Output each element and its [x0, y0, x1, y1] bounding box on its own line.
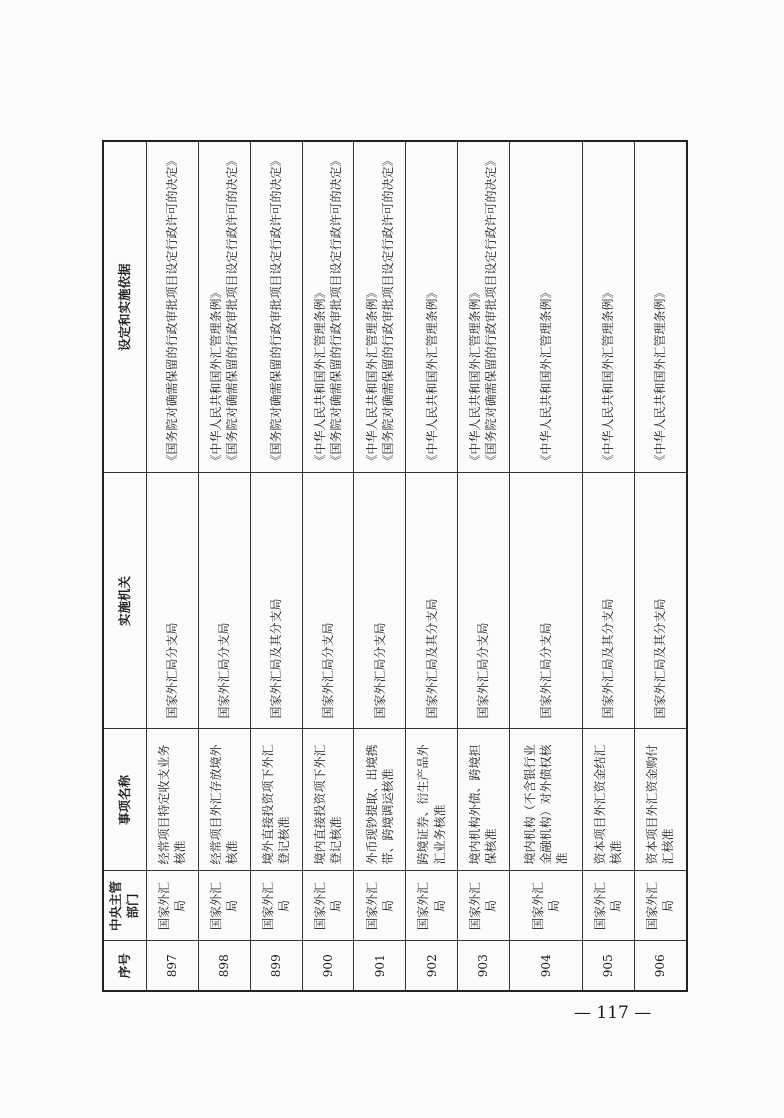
- cell-basis: [458, 141, 510, 473]
- cell-item-name: 资本项目外汇资金购付汇核准: [634, 729, 687, 871]
- header-basis: 设定和实施依据: [103, 141, 147, 473]
- cell-department: 国家外汇局: [509, 871, 582, 941]
- cell-basis: [354, 141, 406, 473]
- cell-number: 902: [406, 941, 458, 991]
- basis-reference: 《国务院对确需保留的行政审批项目设定行政许可的决定》: [269, 154, 284, 467]
- cell-basis: [583, 141, 635, 473]
- cell-basis: [198, 141, 250, 473]
- table-row: [458, 141, 510, 991]
- page-number: — 117 —: [574, 1003, 652, 1023]
- permit-catalog-table: [102, 140, 688, 992]
- cell-item-name: 境内机构（不含银行业金融机构）对外债权核准: [509, 729, 582, 871]
- basis-reference: 《国务院对确需保留的行政审批项目设定行政许可的决定》: [225, 154, 240, 467]
- cell-department: 国家外汇局: [198, 871, 250, 941]
- cell-implementing-body: 国家外汇局及其分支局: [634, 473, 687, 729]
- basis-reference: 《中华人民共和国外汇管理条例》: [468, 286, 483, 467]
- cell-item-name: 经常项目特定收支业务核准: [147, 729, 199, 871]
- basis-reference: 《国务院对确需保留的行政审批项目设定行政许可的决定》: [165, 154, 180, 467]
- header-implementing-body: 实施机关: [103, 473, 147, 729]
- cell-implementing-body: 国家外汇局及其分支局: [583, 473, 635, 729]
- basis-reference: 《中华人民共和国外汇管理条例》: [209, 286, 224, 467]
- cell-item-name: 外币现钞提取、出境携带、跨境调运核准: [354, 729, 406, 871]
- cell-implementing-body: 国家外汇局分支局: [458, 473, 510, 729]
- basis-reference: 《中华人民共和国外汇管理条例》: [424, 286, 439, 467]
- table-row: [302, 141, 354, 991]
- table-row: [406, 141, 458, 991]
- cell-basis: [250, 141, 302, 473]
- cell-department: 国家外汇局: [458, 871, 510, 941]
- basis-reference: 《中华人民共和国外汇管理条例》: [364, 286, 379, 467]
- cell-number: 897: [147, 941, 199, 991]
- basis-reference: 《国务院对确需保留的行政审批项目设定行政许可的决定》: [484, 154, 499, 467]
- basis-reference: 《中华人民共和国外汇管理条例》: [538, 286, 553, 467]
- cell-number: 905: [583, 941, 635, 991]
- table-body: [147, 141, 688, 991]
- cell-department: 国家外汇局: [583, 871, 635, 941]
- cell-implementing-body: 国家外汇局分支局: [354, 473, 406, 729]
- table-row: [250, 141, 302, 991]
- cell-department: 国家外汇局: [634, 871, 687, 941]
- cell-implementing-body: 国家外汇局及其分支局: [406, 473, 458, 729]
- cell-item-name: 资本项目外汇资金结汇核准: [583, 729, 635, 871]
- basis-reference: 《中华人民共和国外汇管理条例》: [653, 286, 668, 467]
- cell-number: 903: [458, 941, 510, 991]
- table-row: [354, 141, 406, 991]
- cell-item-name: 经常项目外汇存放境外核准: [198, 729, 250, 871]
- cell-department: 国家外汇局: [147, 871, 199, 941]
- table-row: [583, 141, 635, 991]
- cell-implementing-body: 国家外汇局及其分支局: [250, 473, 302, 729]
- cell-department: 国家外汇局: [354, 871, 406, 941]
- basis-reference: 《中华人民共和国外汇管理条例》: [601, 286, 616, 467]
- cell-number: 904: [509, 941, 582, 991]
- table-row: [634, 141, 687, 991]
- cell-item-name: 境外直接投资项下外汇登记核准: [250, 729, 302, 871]
- cell-implementing-body: 国家外汇局分支局: [302, 473, 354, 729]
- cell-basis: [406, 141, 458, 473]
- basis-reference: 《中华人民共和国外汇管理条例》: [312, 286, 327, 467]
- cell-number: 901: [354, 941, 406, 991]
- cell-department: 国家外汇局: [406, 871, 458, 941]
- cell-basis: [509, 141, 582, 473]
- cell-item-name: 跨境证券、衍生产品外汇业务核准: [406, 729, 458, 871]
- header-department: 中央主管部门: [103, 871, 147, 941]
- cell-implementing-body: 国家外汇局分支局: [198, 473, 250, 729]
- cell-number: 898: [198, 941, 250, 991]
- rotated-table-container: [102, 142, 688, 992]
- cell-implementing-body: 国家外汇局分支局: [509, 473, 582, 729]
- basis-reference: 《国务院对确需保留的行政审批项目设定行政许可的决定》: [328, 154, 343, 467]
- cell-basis: [302, 141, 354, 473]
- basis-reference: 《国务院对确需保留的行政审批项目设定行政许可的决定》: [380, 154, 395, 467]
- cell-implementing-body: 国家外汇局分支局: [147, 473, 199, 729]
- cell-item-name: 境内机构外债、跨境担保核准: [458, 729, 510, 871]
- cell-number: 906: [634, 941, 687, 991]
- table-row: [509, 141, 582, 991]
- cell-basis: [147, 141, 199, 473]
- cell-number: 899: [250, 941, 302, 991]
- cell-department: 国家外汇局: [250, 871, 302, 941]
- cell-basis: [634, 141, 687, 473]
- table-row: [198, 141, 250, 991]
- cell-item-name: 境内直接投资项下外汇登记核准: [302, 729, 354, 871]
- table-row: [147, 141, 199, 991]
- header-item-name: 事项名称: [103, 729, 147, 871]
- cell-department: 国家外汇局: [302, 871, 354, 941]
- header-number: 序号: [103, 941, 147, 991]
- cell-number: 900: [302, 941, 354, 991]
- table-header-row: [103, 141, 147, 991]
